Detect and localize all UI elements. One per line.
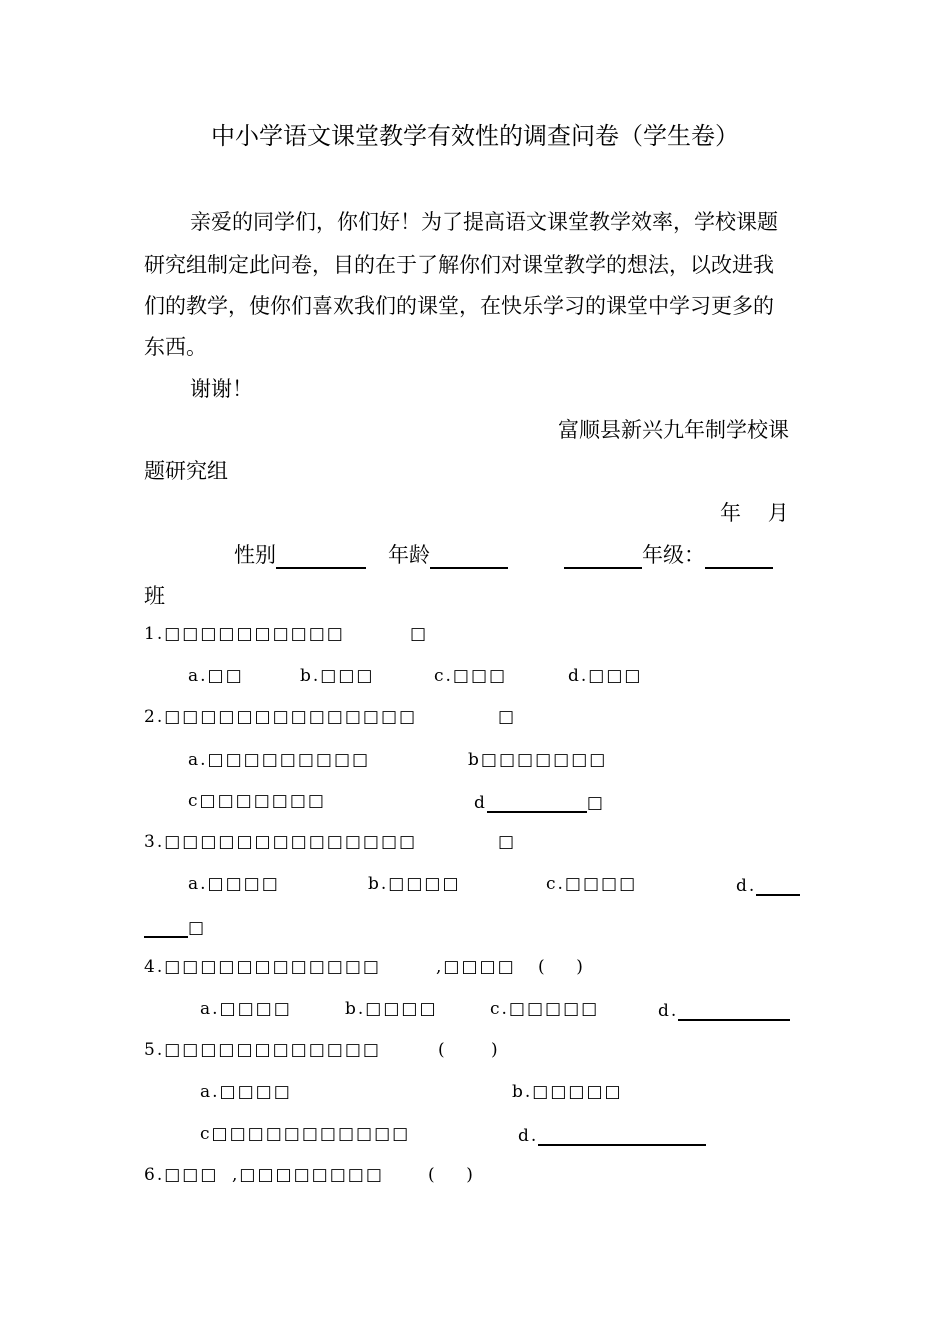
- age-field[interactable]: [430, 547, 508, 569]
- question-2-answer-paren[interactable]: □: [498, 707, 517, 727]
- question-5-option-d-blank[interactable]: [538, 1124, 706, 1146]
- page-title: 中小学语文课堂教学有效性的调查问卷（学生卷）: [211, 122, 739, 150]
- question-2-option-d[interactable]: [474, 791, 605, 813]
- question-6-stem-cont: ,□□□□□□□□: [232, 1165, 384, 1185]
- grade-field[interactable]: [705, 547, 773, 569]
- grade-label: 年级：: [642, 543, 705, 567]
- question-5-option-b[interactable]: b.□□□□□: [512, 1082, 623, 1102]
- question-5-option-d[interactable]: [518, 1124, 706, 1146]
- question-3-option-d-close: □: [188, 918, 207, 938]
- thanks-text: 谢谢！: [190, 377, 253, 401]
- intro-line-2: 研究组制定此问卷，目的在于了解你们对课堂教学的想法，以改进我: [144, 253, 774, 277]
- question-4-answer-paren[interactable]: ( ): [538, 957, 585, 977]
- question-1-option-c[interactable]: c.□□□: [434, 666, 508, 686]
- question-1-stem: 1.□□□□□□□□□□: [144, 624, 345, 644]
- question-2-option-c[interactable]: c□□□□□□□: [188, 791, 326, 811]
- question-4-stem-cont: ,□□□□: [436, 957, 516, 977]
- question-3-answer-paren[interactable]: □: [498, 832, 517, 852]
- question-3-option-d-blank[interactable]: [756, 874, 800, 896]
- question-2-option-d-blank[interactable]: [487, 791, 587, 813]
- question-3-option-d-continued[interactable]: [144, 916, 206, 938]
- student-info-row: [234, 539, 773, 569]
- question-5-stem: 5.□□□□□□□□□□□□: [144, 1040, 381, 1060]
- question-5-option-c[interactable]: c□□□□□□□□□□□: [200, 1124, 411, 1144]
- question-4-option-d-label: d.: [658, 1001, 679, 1021]
- blank-field[interactable]: [564, 547, 642, 569]
- question-1-option-b[interactable]: b.□□□: [300, 666, 375, 686]
- question-2-option-a[interactable]: a.□□□□□□□□□: [188, 750, 371, 770]
- question-2-option-d-close: □: [586, 793, 605, 813]
- question-1-option-a[interactable]: a.□□: [188, 666, 244, 686]
- question-1-answer-paren[interactable]: □: [410, 624, 429, 644]
- gender-field[interactable]: [276, 547, 366, 569]
- question-4-option-d-blank[interactable]: [678, 999, 790, 1021]
- signature-date: 年 月: [720, 501, 789, 525]
- signature-org-line-2: 题研究组: [144, 459, 228, 483]
- intro-line-3: 们的教学，使你们喜欢我们的课堂，在快乐学习的课堂中学习更多的: [144, 294, 774, 318]
- question-4-option-c[interactable]: c.□□□□□: [490, 999, 600, 1019]
- age-label: 年龄: [388, 543, 430, 567]
- gender-label: 性别: [234, 543, 276, 567]
- question-6-stem: 6.□□□: [144, 1165, 219, 1185]
- question-6-answer-paren[interactable]: ( ): [428, 1165, 475, 1185]
- question-5-option-d-label: d.: [518, 1126, 539, 1146]
- question-4-option-d[interactable]: [658, 999, 790, 1021]
- question-2-option-d-label: d: [474, 793, 487, 813]
- question-3-option-c[interactable]: c.□□□□: [546, 874, 638, 894]
- intro-line-4: 东西。: [144, 335, 207, 359]
- signature-org-line-1: 富顺县新兴九年制学校课: [558, 418, 789, 442]
- class-label: 班: [144, 584, 165, 608]
- question-4-option-b[interactable]: b.□□□□: [345, 999, 438, 1019]
- question-3-option-d-blank-cont[interactable]: [144, 916, 188, 938]
- question-4-option-a[interactable]: a.□□□□: [200, 999, 292, 1019]
- question-2-stem: 2.□□□□□□□□□□□□□□: [144, 707, 418, 727]
- question-5-option-a[interactable]: a.□□□□: [200, 1082, 292, 1102]
- question-5-answer-paren[interactable]: ( ): [438, 1040, 500, 1060]
- question-1-option-d[interactable]: d.□□□: [568, 666, 643, 686]
- question-3-option-b[interactable]: b.□□□□: [368, 874, 461, 894]
- intro-line-1: 亲爱的同学们，你们好！为了提高语文课堂教学效率，学校课题: [190, 210, 778, 234]
- question-3-option-d[interactable]: [736, 874, 800, 896]
- question-3-option-a[interactable]: a.□□□□: [188, 874, 280, 894]
- question-2-option-b[interactable]: b□□□□□□□: [468, 750, 608, 770]
- question-3-stem: 3.□□□□□□□□□□□□□□: [144, 832, 418, 852]
- question-4-stem: 4.□□□□□□□□□□□□: [144, 957, 381, 977]
- question-3-option-d-label: d.: [736, 876, 757, 896]
